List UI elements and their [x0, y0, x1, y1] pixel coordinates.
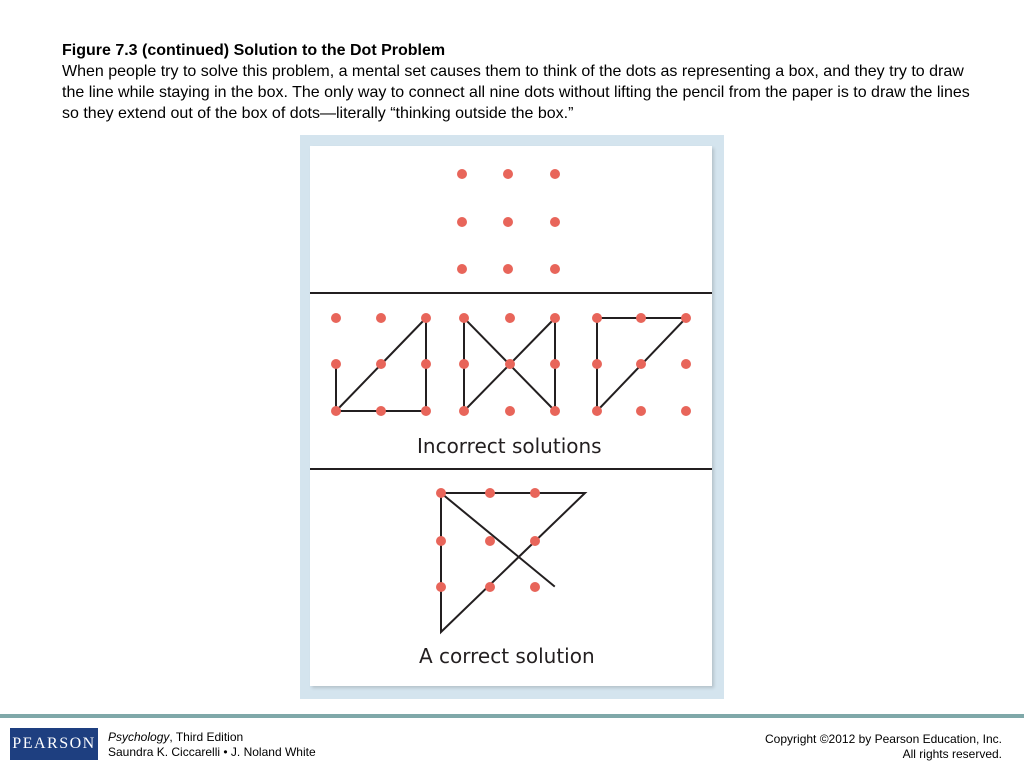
- dot: [592, 313, 602, 323]
- dot: [503, 169, 513, 179]
- incorrect-solutions-label: Incorrect solutions: [417, 434, 602, 458]
- dot: [636, 406, 646, 416]
- figure-panel: [310, 146, 712, 686]
- dot: [550, 359, 560, 369]
- copyright-line-2: All rights reserved.: [902, 747, 1002, 761]
- incorrect-solution-2: [459, 313, 560, 416]
- dot: [681, 359, 691, 369]
- dot: [459, 406, 469, 416]
- pearson-logo-text: PEARSON: [12, 735, 96, 752]
- dot: [592, 359, 602, 369]
- copyright-line-1: Copyright ©2012 by Pearson Education, Inc.: [765, 732, 1002, 746]
- dot: [436, 488, 446, 498]
- dot: [459, 359, 469, 369]
- dot: [505, 406, 515, 416]
- footer-divider: [0, 714, 1024, 718]
- dot: [505, 359, 515, 369]
- figure-caption: [62, 40, 972, 124]
- dot: [459, 313, 469, 323]
- dot: [421, 313, 431, 323]
- dot: [331, 313, 341, 323]
- dot: [457, 169, 467, 179]
- dot: [376, 406, 386, 416]
- dot: [530, 536, 540, 546]
- dot: [421, 359, 431, 369]
- dot: [457, 217, 467, 227]
- dot: [436, 582, 446, 592]
- correct-solution: [436, 488, 585, 632]
- dot: [530, 488, 540, 498]
- figure-frame: [300, 135, 724, 699]
- dot: [550, 217, 560, 227]
- book-edition: , Third Edition: [169, 730, 244, 744]
- dot: [505, 313, 515, 323]
- incorrect-solution-1: [331, 313, 431, 416]
- dot: [530, 582, 540, 592]
- dot: [376, 359, 386, 369]
- dot: [331, 406, 341, 416]
- dot: [636, 359, 646, 369]
- nine-dot-problem: [457, 169, 560, 274]
- dot: [457, 264, 467, 274]
- pearson-logo: [10, 728, 98, 760]
- caption-title: Figure 7.3 (continued) Solution to the Dot Problem: [62, 42, 446, 59]
- dot-problem-diagram: [310, 146, 712, 686]
- correct-solution-label: A correct solution: [419, 644, 595, 668]
- dot: [592, 406, 602, 416]
- dot: [485, 582, 495, 592]
- dot: [436, 536, 446, 546]
- caption-body: When people try to solve this problem, a mental set causes them to think of the dots as representing a box, and they try to draw the line while staying in the box. The only way to connect all nine dots without lifting the pencil from the paper is to draw the lines so they extend out of the box of dots—literally “thinking outside the box.”: [62, 63, 970, 122]
- dot: [681, 406, 691, 416]
- dot: [550, 264, 560, 274]
- dot: [681, 313, 691, 323]
- dot: [503, 264, 513, 274]
- dot: [421, 406, 431, 416]
- dot: [331, 359, 341, 369]
- dot: [550, 313, 560, 323]
- book-title-line: [108, 730, 316, 745]
- dot: [376, 313, 386, 323]
- dot: [550, 406, 560, 416]
- dot: [550, 169, 560, 179]
- solution-path: [441, 493, 585, 632]
- dot: [485, 536, 495, 546]
- book-info: [108, 730, 316, 760]
- book-authors: Saundra K. Ciccarelli • J. Noland White: [108, 745, 316, 759]
- dot: [503, 217, 513, 227]
- copyright-notice: [765, 732, 1002, 762]
- dot: [636, 313, 646, 323]
- book-title: Psychology: [108, 730, 170, 744]
- dot: [485, 488, 495, 498]
- incorrect-solution-3: [592, 313, 691, 416]
